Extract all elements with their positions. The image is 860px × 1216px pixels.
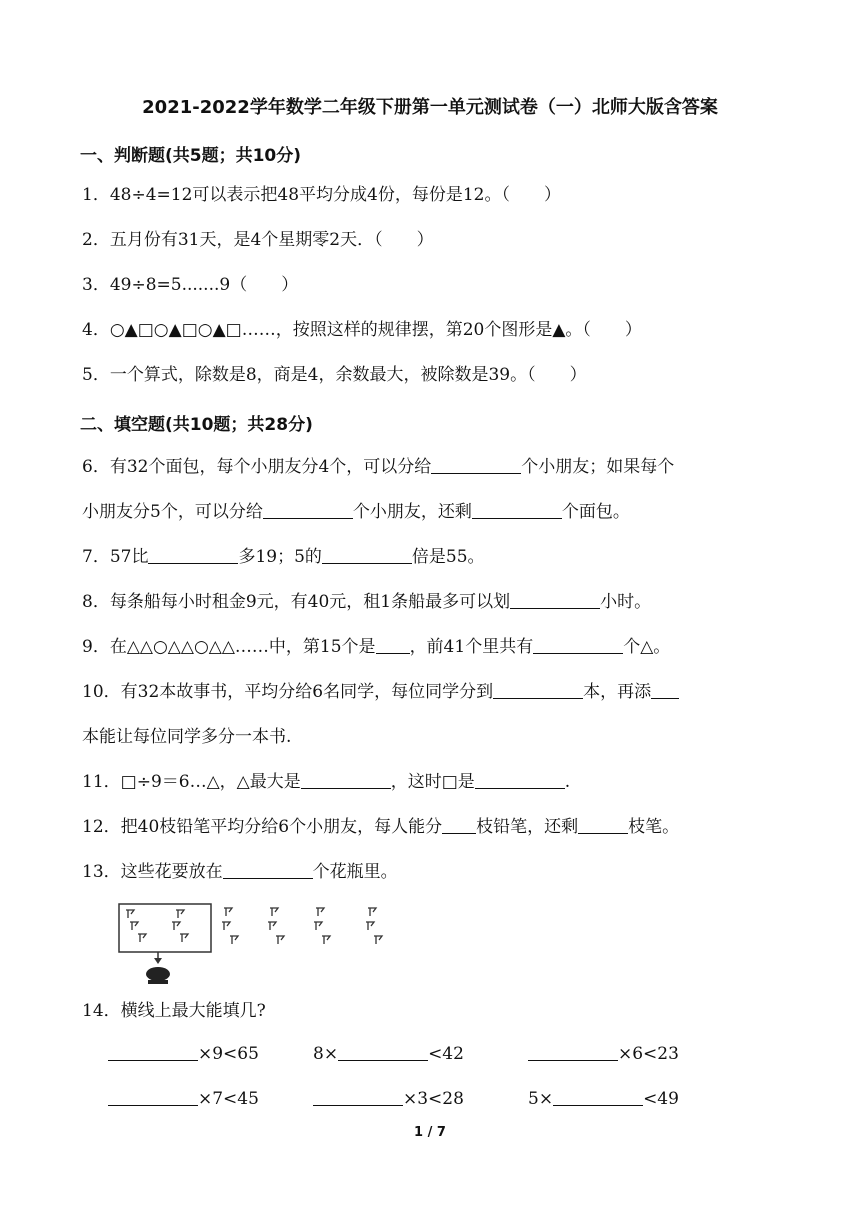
question-13	[82, 860, 782, 884]
q14-item-2	[313, 1042, 464, 1064]
text: 9．在△△○△△○△△……中，第15个是	[82, 637, 376, 657]
text: 个小朋友；如果每个	[521, 457, 675, 477]
text: 倍是55。	[411, 547, 485, 567]
section-heading-fill-blank: 二、填空题(共10题；共28分)	[80, 415, 313, 435]
answer-blank[interactable]	[578, 815, 628, 834]
question-6-line-1	[82, 455, 782, 479]
answer-blank[interactable]	[475, 770, 565, 789]
answer-blank[interactable]	[553, 1087, 643, 1106]
q14-item-6	[528, 1087, 679, 1109]
text: 枝笔。	[628, 817, 680, 837]
question-10-line-2: 本能让每位同学多分一本书.	[82, 727, 292, 747]
question-4: 4．○▲□○▲□○▲□……，按照这样的规律摆，第20个图形是▲。（ ）	[82, 320, 642, 340]
answer-blank[interactable]	[528, 1042, 618, 1061]
question-1: 1．48÷4=12可以表示把48平均分成4份，每份是12。（ ）	[82, 185, 561, 205]
q14-item-4	[108, 1087, 259, 1109]
text: 个面包。	[561, 502, 630, 522]
answer-blank[interactable]	[301, 770, 391, 789]
text: <49	[643, 1089, 679, 1109]
flowers-vase-figure	[118, 900, 398, 990]
vase-base	[148, 980, 168, 984]
answer-blank[interactable]	[148, 545, 238, 564]
answer-blank[interactable]	[338, 1042, 428, 1061]
answer-blank[interactable]	[510, 590, 600, 609]
section-heading-judgement: 一、判断题(共5题；共10分)	[80, 146, 302, 166]
vase-icon	[146, 967, 170, 981]
question-5: 5．一个算式，除数是8，商是4，余数最大，被除数是39。（ ）	[82, 365, 587, 385]
answer-blank[interactable]	[533, 635, 623, 654]
answer-blank[interactable]	[493, 680, 583, 699]
text: 小时。	[600, 592, 652, 612]
arrow-down-icon	[154, 958, 162, 964]
q14-item-3	[528, 1042, 679, 1064]
answer-blank[interactable]	[431, 455, 521, 474]
text: 本，再添	[583, 682, 652, 702]
question-2: 2．五月份有31天，是4个星期零2天．（ ）	[82, 230, 434, 250]
question-6-line-2	[82, 500, 782, 524]
text: ×3<28	[403, 1089, 464, 1109]
text: 个小朋友，还剩	[352, 502, 472, 522]
answer-blank[interactable]	[322, 545, 412, 564]
answer-blank[interactable]	[108, 1042, 198, 1061]
question-10-line-1	[82, 680, 782, 704]
text: 8．每条船每小时租金9元，有40元，租1条船最多可以划	[82, 592, 511, 612]
text: 个△。	[623, 637, 671, 657]
page-title: 2021-2022学年数学二年级下册第一单元测试卷（一）北师大版含答案	[142, 97, 718, 118]
text: 8×	[313, 1044, 339, 1064]
text: ×9<65	[198, 1044, 259, 1064]
question-14: 14．横线上最大能填几?	[82, 1001, 266, 1021]
text: 11．□÷9＝6…△，△最大是	[82, 772, 301, 792]
question-8	[82, 590, 782, 614]
question-3: 3．49÷8=5.......9（ ）	[82, 275, 299, 295]
question-7	[82, 545, 782, 569]
text: 小朋友分5个，可以分给	[82, 502, 263, 522]
text: ×6<23	[618, 1044, 679, 1064]
answer-blank[interactable]	[223, 860, 313, 879]
question-9	[82, 635, 782, 659]
text: 多19；5的	[238, 547, 322, 567]
text: 个花瓶里。	[312, 862, 398, 882]
answer-blank[interactable]	[651, 680, 679, 699]
text: 10．有32本故事书，平均分给6名同学，每位同学分到	[82, 682, 494, 702]
answer-blank[interactable]	[472, 500, 562, 519]
q14-item-5	[313, 1087, 464, 1109]
text: ，前41个里共有	[409, 637, 534, 657]
text: 13．这些花要放在	[82, 862, 223, 882]
question-12	[82, 815, 782, 839]
answer-blank[interactable]	[376, 635, 410, 654]
answer-blank[interactable]	[108, 1087, 198, 1106]
text: 7．57比	[82, 547, 149, 567]
q14-item-1	[108, 1042, 259, 1064]
flower-icons	[126, 908, 382, 944]
text: ，这时□是	[390, 772, 475, 792]
text: 5×	[528, 1089, 554, 1109]
answer-blank[interactable]	[263, 500, 353, 519]
question-11	[82, 770, 782, 794]
text: 12．把40枝铅笔平均分给6个小朋友，每人能分	[82, 817, 443, 837]
text: <42	[428, 1044, 464, 1064]
text: 6．有32个面包，每个小朋友分4个，可以分给	[82, 457, 432, 477]
answer-blank[interactable]	[442, 815, 476, 834]
page-number: 1 / 7	[414, 1125, 446, 1140]
text: ×7<45	[198, 1089, 259, 1109]
text: .	[564, 772, 571, 792]
text: 枝铅笔，还剩	[476, 817, 579, 837]
answer-blank[interactable]	[313, 1087, 403, 1106]
